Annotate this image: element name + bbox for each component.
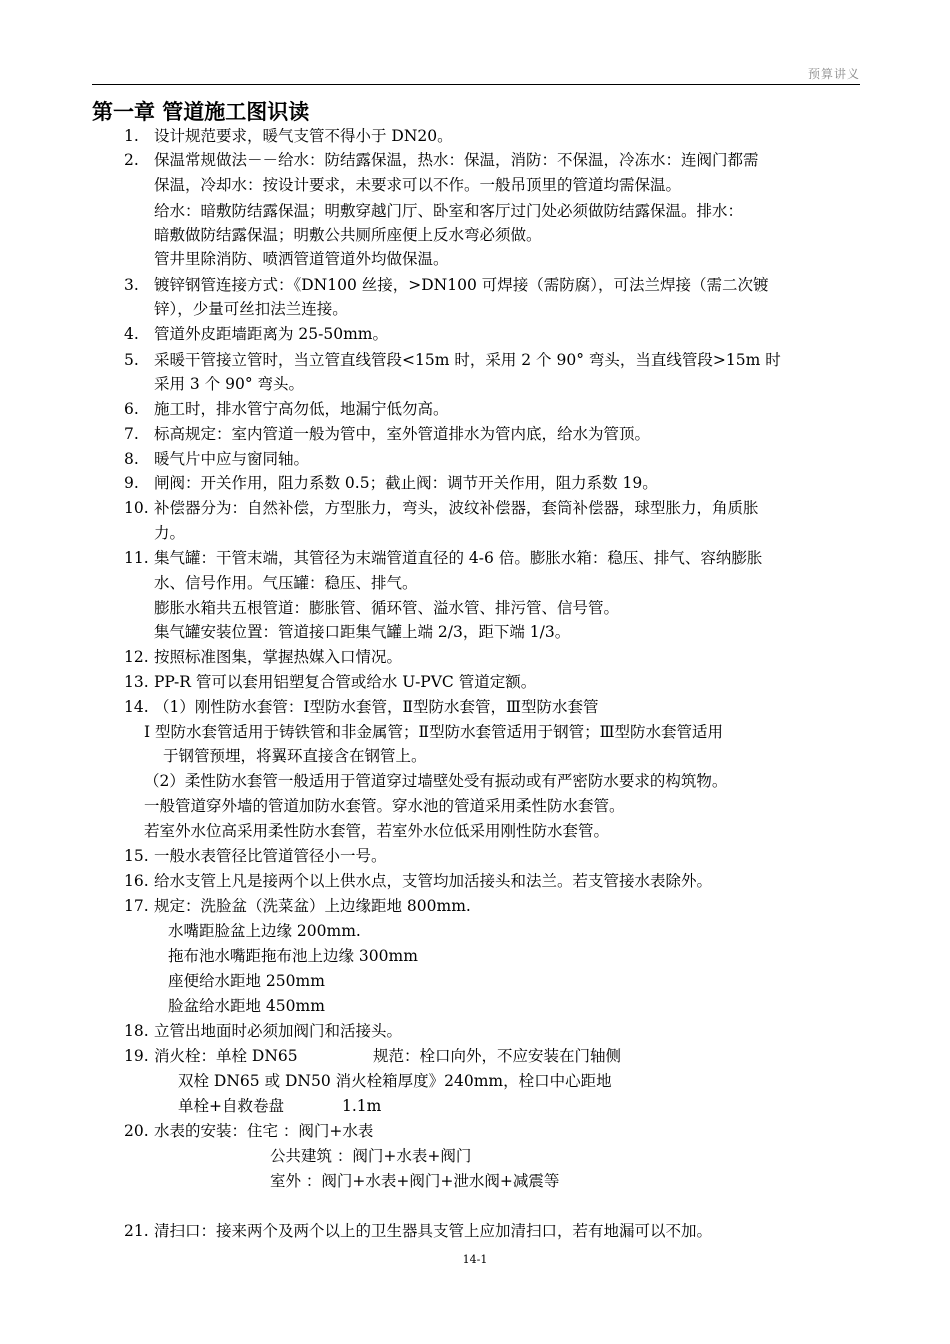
- item-number: 11.: [124, 549, 149, 567]
- item-20-text: 水表的安装：住宅 ：阀门+水表: [154, 1122, 374, 1140]
- item-number: 9.: [124, 474, 139, 492]
- item-number: 18.: [124, 1022, 149, 1040]
- item-number: 1.: [124, 127, 139, 145]
- item-19-text: 双栓 DN65 或 DN50 消火栓箱厚度》240mm，栓口中心距地: [178, 1072, 612, 1090]
- item-19-text: 1.1m: [342, 1097, 382, 1115]
- item-6-text: 施工时，排水管宁高勿低，地漏宁低勿高。: [154, 400, 449, 418]
- item-11-text: 集气罐安装位置：管道接口距集气罐上端 2/3，距下端 1/3。: [154, 623, 571, 641]
- item-number: 10.: [124, 499, 149, 517]
- item-11-text: 水、信号作用。气压罐：稳压、排气。: [154, 574, 418, 592]
- item-number: 15.: [124, 847, 149, 865]
- item-number: 20.: [124, 1122, 149, 1140]
- page-number: 14-1: [462, 1253, 488, 1266]
- item-number: 8.: [124, 450, 139, 468]
- item-10-text: 力。: [154, 524, 186, 542]
- page-header: [92, 64, 860, 85]
- item-20-text: 公共建筑 ：阀门+水表+阀门: [270, 1147, 472, 1165]
- item-13-text: PP-R 管可以套用铝塑复合管或给水 U-PVC 管道定额。: [154, 673, 537, 691]
- item-12-text: 按照标准图集，掌握热媒入口情况。: [154, 648, 403, 666]
- item-3-text: 镀锌钢管连接方式：《DN100 丝接，>DN100 可焊接（需防腐），可法兰焊接（需二次镀: [154, 276, 769, 294]
- item-14-text: 若室外水位高采用柔性防水套管，若室外水位低采用刚性防水套管。: [144, 822, 610, 840]
- item-number: 6.: [124, 400, 139, 418]
- item-number: 2.: [124, 151, 139, 169]
- item-8-text: 暖气片中应与窗同轴。: [154, 450, 310, 468]
- item-number: 19.: [124, 1047, 149, 1065]
- item-17-text: 水嘴距脸盆上边缘 200mm.: [168, 922, 361, 940]
- item-14-text: Ⅰ 型防水套管适用于铸铁管和非金属管；Ⅱ型防水套管适用于钢管；Ⅲ型防水套管适用: [144, 723, 724, 741]
- item-19-text: 规范：栓口向外，不应安装在门轴侧: [373, 1047, 622, 1065]
- item-number: 4.: [124, 325, 139, 343]
- item-2-text: 管井里除消防、喷洒管道管道外均做保温。: [154, 250, 449, 268]
- item-9-text: 闸阀：开关作用，阻力系数 0.5；截止阀：调节开关作用，阻力系数 19。: [154, 474, 658, 492]
- item-21-text: 清扫口：接来两个及两个以上的卫生器具支管上应加清扫口，若有地漏可以不加。: [154, 1222, 713, 1240]
- item-number: 21.: [124, 1222, 149, 1240]
- item-number: 16.: [124, 872, 149, 890]
- item-number: 5.: [124, 351, 139, 369]
- item-11-text: 膨胀水箱共五根管道：膨胀管、循环管、溢水管、排污管、信号管。: [154, 599, 620, 617]
- item-4-text: 管道外皮距墙距离为 25-50mm。: [154, 325, 389, 343]
- item-2-text: 给水：暗敷防结露保温；明敷穿越门厅、卧室和客厅过门处必须做防结露保温。排水：: [154, 202, 744, 220]
- item-number: 17.: [124, 897, 149, 915]
- item-14-text: 一般管道穿外墙的管道加防水套管。穿水池的管道采用柔性防水套管。: [144, 797, 625, 815]
- item-11-text: 集气罐：干管末端，其管径为末端管道直径的 4-6 倍。膨胀水箱：稳压、排气、容纳膨胀: [154, 549, 763, 567]
- item-3-text: 锌），少量可丝扣法兰连接。: [154, 300, 348, 318]
- item-10-text: 补偿器分为：自然补偿，方型胀力，弯头，波纹补偿器，套筒补偿器，球型胀力，角质胀: [154, 499, 759, 517]
- item-16-text: 给水支管上凡是接两个以上供水点，支管均加活接头和法兰。若支管接水表除外。: [154, 872, 713, 890]
- item-17-text: 拖布池水嘴距拖布池上边缘 300mm: [168, 947, 418, 965]
- item-5-text: 采用 3 个 90° 弯头。: [154, 375, 305, 393]
- item-15-text: 一般水表管径比管道管径小一号。: [154, 847, 387, 865]
- item-number: 13.: [124, 673, 149, 691]
- item-17-text: 规定：洗脸盆（洗菜盆）上边缘距地 800mm.: [154, 897, 471, 915]
- item-19-text: 消火栓：单栓 DN65: [154, 1047, 298, 1065]
- item-18-text: 立管出地面时必须加阀门和活接头。: [154, 1022, 403, 1040]
- item-number: 7.: [124, 425, 139, 443]
- item-number: 14.: [124, 698, 149, 716]
- item-14-text: （1）刚性防水套管：Ⅰ型防水套管，Ⅱ型防水套管，Ⅲ型防水套管: [154, 698, 599, 716]
- item-19-text: 单栓+自救卷盘: [178, 1097, 284, 1115]
- item-2-text: 保温常规做法－－给水：防结露保温，热水：保温，消防：不保温，冷冻水：连阀门都需: [154, 151, 759, 169]
- chapter-title: 第一章 管道施工图识读: [92, 100, 310, 124]
- item-7-text: 标高规定：室内管道一般为管中，室外管道排水为管内底，给水为管顶。: [154, 425, 651, 443]
- item-number: 12.: [124, 648, 149, 666]
- item-2-text: 暗敷做防结露保温；明敷公共厕所座便上反水弯必须做。: [154, 226, 542, 244]
- item-number: 3.: [124, 276, 139, 294]
- item-5-text: 采暖干管接立管时，当立管直线管段<15m 时，采用 2 个 90° 弯头，当直线管段>15m 时: [154, 351, 781, 369]
- item-20-text: 室外 ：阀门+水表+阀门+泄水阀+减震等: [270, 1172, 560, 1190]
- item-1-text: 设计规范要求，暖气支管不得小于 DN20。: [154, 127, 453, 145]
- item-17-text: 脸盆给水距地 450mm: [168, 997, 325, 1015]
- item-14-text: 于钢管预埋，将翼环直接含在钢管上。: [163, 747, 427, 765]
- header-text: 预算讲义: [807, 67, 860, 81]
- item-17-text: 座便给水距地 250mm: [168, 972, 325, 990]
- item-2-text: 保温，冷却水：按设计要求，未要求可以不作。一般吊顶里的管道均需保温。: [154, 176, 682, 194]
- item-14-text: （2）柔性防水套管一般适用于管道穿过墙壁处受有振动或有严密防水要求的构筑物。: [144, 772, 728, 790]
